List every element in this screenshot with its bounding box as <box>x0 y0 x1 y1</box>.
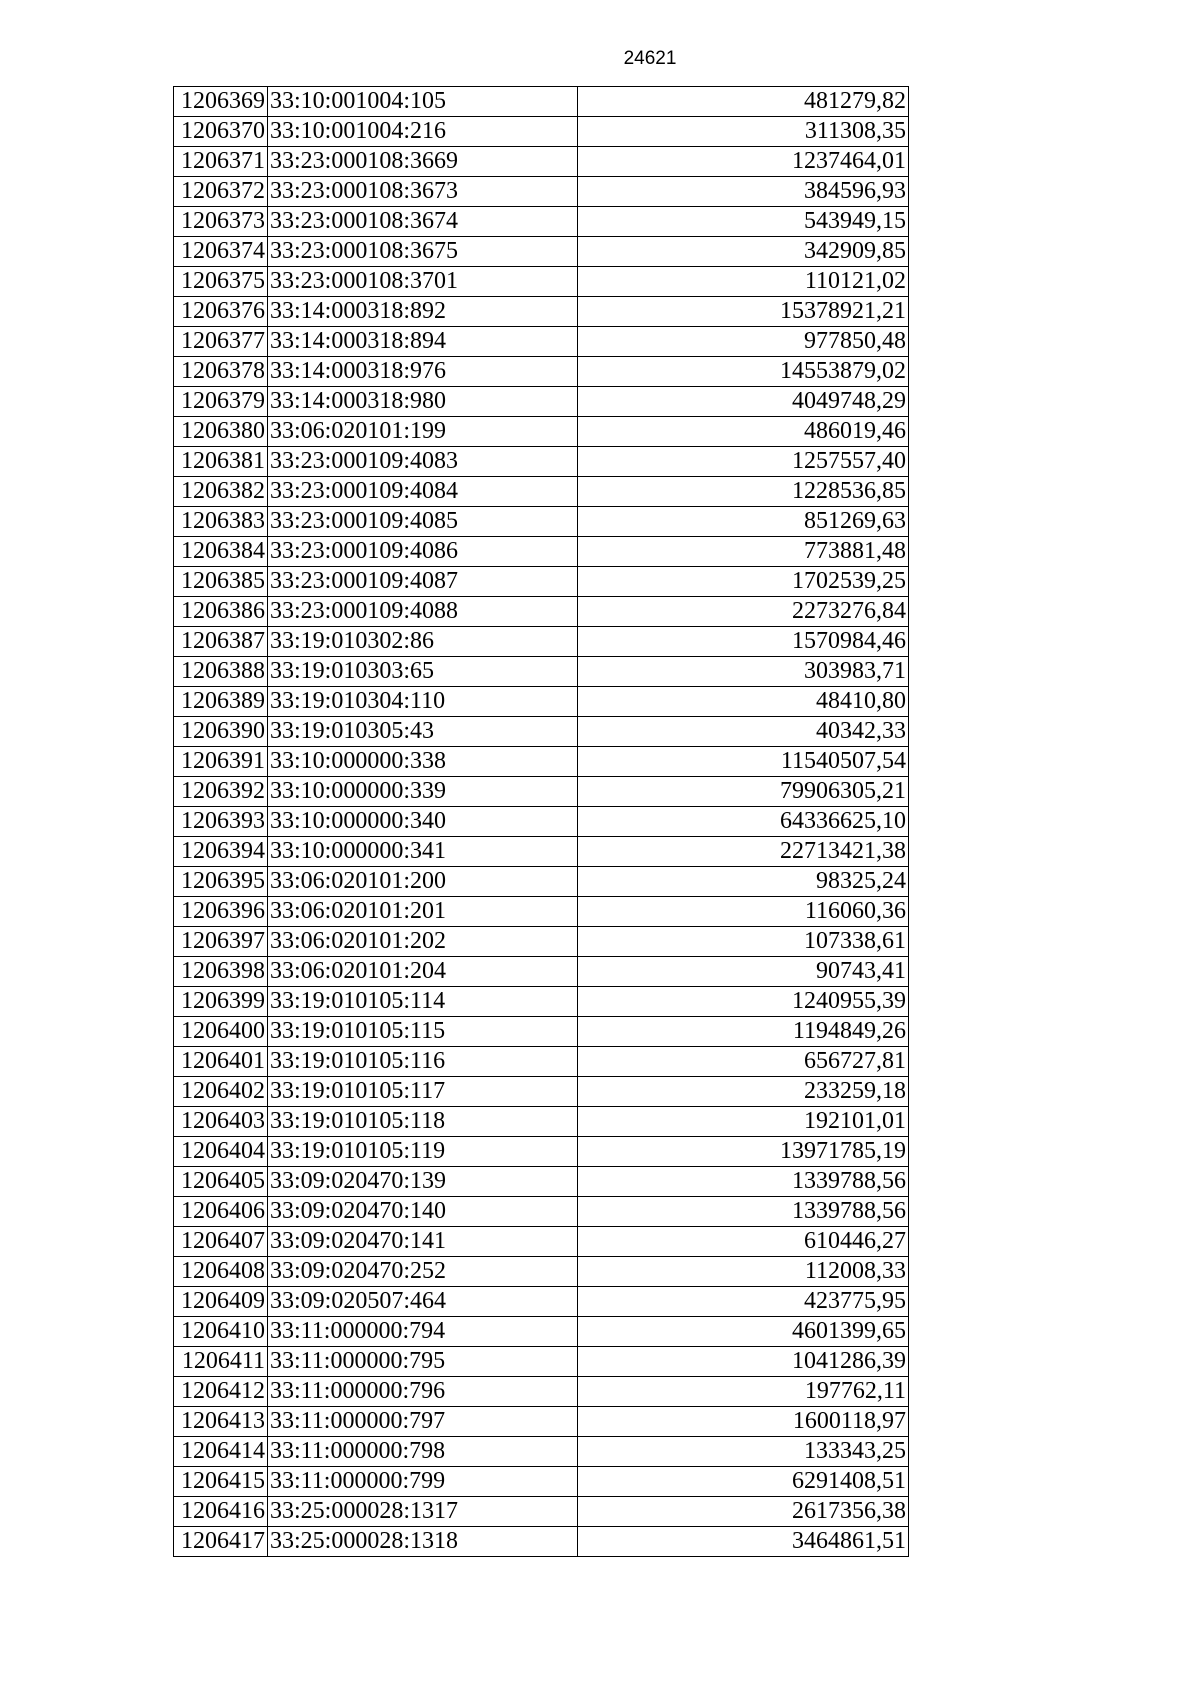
cadastral-number-cell: 33:19:010304:110 <box>268 687 578 717</box>
table-row <box>174 357 909 387</box>
cadastral-value-cell: 4049748,29 <box>578 387 909 417</box>
row-number-cell: 1206415 <box>174 1467 268 1497</box>
cadastral-number-cell: 33:06:020101:200 <box>268 867 578 897</box>
row-number-cell: 1206397 <box>174 927 268 957</box>
table-row <box>174 117 909 147</box>
cadastral-number-cell: 33:09:020470:139 <box>268 1167 578 1197</box>
table-row <box>174 1497 909 1527</box>
cadastral-number-cell: 33:23:000109:4084 <box>268 477 578 507</box>
table-row <box>174 1407 909 1437</box>
table-row <box>174 477 909 507</box>
row-number-cell: 1206394 <box>174 837 268 867</box>
cadastral-number-cell: 33:19:010105:118 <box>268 1107 578 1137</box>
row-number-cell: 1206407 <box>174 1227 268 1257</box>
cadastral-value-cell: 423775,95 <box>578 1287 909 1317</box>
cadastral-number-cell: 33:10:000000:338 <box>268 747 578 777</box>
cadastral-number-cell: 33:10:000000:339 <box>268 777 578 807</box>
cadastral-number-cell: 33:23:000108:3701 <box>268 267 578 297</box>
table-row <box>174 1317 909 1347</box>
row-number-cell: 1206389 <box>174 687 268 717</box>
cadastral-number-cell: 33:19:010105:116 <box>268 1047 578 1077</box>
table-row <box>174 267 909 297</box>
row-number-cell: 1206371 <box>174 147 268 177</box>
cadastral-number-cell: 33:23:000109:4083 <box>268 447 578 477</box>
cadastral-value-table <box>173 86 909 1557</box>
cadastral-number-cell: 33:10:001004:216 <box>268 117 578 147</box>
row-number-cell: 1206413 <box>174 1407 268 1437</box>
cadastral-number-cell: 33:23:000108:3669 <box>268 147 578 177</box>
row-number-cell: 1206370 <box>174 117 268 147</box>
table-row <box>174 1077 909 1107</box>
cadastral-value-cell: 851269,63 <box>578 507 909 537</box>
cadastral-value-cell: 384596,93 <box>578 177 909 207</box>
row-number-cell: 1206390 <box>174 717 268 747</box>
cadastral-number-cell: 33:10:000000:341 <box>268 837 578 867</box>
cadastral-number-cell: 33:14:000318:894 <box>268 327 578 357</box>
row-number-cell: 1206391 <box>174 747 268 777</box>
row-number-cell: 1206386 <box>174 597 268 627</box>
table-row <box>174 207 909 237</box>
cadastral-value-cell: 133343,25 <box>578 1437 909 1467</box>
cadastral-number-cell: 33:11:000000:795 <box>268 1347 578 1377</box>
cadastral-value-cell: 48410,80 <box>578 687 909 717</box>
cadastral-number-cell: 33:06:020101:204 <box>268 957 578 987</box>
cadastral-number-cell: 33:10:000000:340 <box>268 807 578 837</box>
table-row <box>174 1137 909 1167</box>
row-number-cell: 1206392 <box>174 777 268 807</box>
row-number-cell: 1206401 <box>174 1047 268 1077</box>
table-row <box>174 177 909 207</box>
cadastral-number-cell: 33:19:010302:86 <box>268 627 578 657</box>
cadastral-number-cell: 33:11:000000:799 <box>268 1467 578 1497</box>
cadastral-value-cell: 2617356,38 <box>578 1497 909 1527</box>
table-row <box>174 837 909 867</box>
row-number-cell: 1206381 <box>174 447 268 477</box>
cadastral-number-cell: 33:25:000028:1318 <box>268 1527 578 1557</box>
cadastral-number-cell: 33:19:010105:115 <box>268 1017 578 1047</box>
row-number-cell: 1206409 <box>174 1287 268 1317</box>
cadastral-number-cell: 33:14:000318:980 <box>268 387 578 417</box>
cadastral-number-cell: 33:09:020470:141 <box>268 1227 578 1257</box>
cadastral-number-cell: 33:19:010305:43 <box>268 717 578 747</box>
cadastral-value-cell: 656727,81 <box>578 1047 909 1077</box>
row-number-cell: 1206417 <box>174 1527 268 1557</box>
row-number-cell: 1206373 <box>174 207 268 237</box>
cadastral-value-cell: 90743,41 <box>578 957 909 987</box>
table-row <box>174 537 909 567</box>
cadastral-number-cell: 33:11:000000:796 <box>268 1377 578 1407</box>
cadastral-value-cell: 1257557,40 <box>578 447 909 477</box>
cadastral-number-cell: 33:23:000109:4086 <box>268 537 578 567</box>
table-row <box>174 597 909 627</box>
cadastral-value-cell: 233259,18 <box>578 1077 909 1107</box>
row-number-cell: 1206408 <box>174 1257 268 1287</box>
row-number-cell: 1206405 <box>174 1167 268 1197</box>
row-number-cell: 1206403 <box>174 1107 268 1137</box>
table-row <box>174 387 909 417</box>
row-number-cell: 1206396 <box>174 897 268 927</box>
cadastral-number-cell: 33:14:000318:892 <box>268 297 578 327</box>
row-number-cell: 1206372 <box>174 177 268 207</box>
table-row <box>174 1197 909 1227</box>
cadastral-value-cell: 3464861,51 <box>578 1527 909 1557</box>
row-number-cell: 1206402 <box>174 1077 268 1107</box>
cadastral-value-cell: 977850,48 <box>578 327 909 357</box>
cadastral-number-cell: 33:23:000108:3674 <box>268 207 578 237</box>
table-row <box>174 777 909 807</box>
row-number-cell: 1206376 <box>174 297 268 327</box>
row-number-cell: 1206404 <box>174 1137 268 1167</box>
table-row <box>174 807 909 837</box>
cadastral-value-cell: 1570984,46 <box>578 627 909 657</box>
cadastral-value-cell: 773881,48 <box>578 537 909 567</box>
cadastral-number-cell: 33:14:000318:976 <box>268 357 578 387</box>
cadastral-number-cell: 33:09:020470:140 <box>268 1197 578 1227</box>
cadastral-number-cell: 33:19:010303:65 <box>268 657 578 687</box>
cadastral-value-cell: 610446,27 <box>578 1227 909 1257</box>
table-row <box>174 417 909 447</box>
cadastral-number-cell: 33:11:000000:797 <box>268 1407 578 1437</box>
cadastral-number-cell: 33:06:020101:202 <box>268 927 578 957</box>
table-row <box>174 657 909 687</box>
table-row <box>174 147 909 177</box>
row-number-cell: 1206406 <box>174 1197 268 1227</box>
row-number-cell: 1206412 <box>174 1377 268 1407</box>
table-row <box>174 1437 909 1467</box>
table-body <box>174 87 909 1557</box>
cadastral-value-cell: 14553879,02 <box>578 357 909 387</box>
table-row <box>174 747 909 777</box>
table-row <box>174 237 909 267</box>
cadastral-value-cell: 2273276,84 <box>578 597 909 627</box>
row-number-cell: 1206416 <box>174 1497 268 1527</box>
row-number-cell: 1206393 <box>174 807 268 837</box>
row-number-cell: 1206378 <box>174 357 268 387</box>
cadastral-value-cell: 11540507,54 <box>578 747 909 777</box>
cadastral-value-cell: 481279,82 <box>578 87 909 117</box>
cadastral-value-cell: 486019,46 <box>578 417 909 447</box>
cadastral-number-cell: 33:25:000028:1317 <box>268 1497 578 1527</box>
table-row <box>174 447 909 477</box>
cadastral-value-cell: 1194849,26 <box>578 1017 909 1047</box>
row-number-cell: 1206400 <box>174 1017 268 1047</box>
cadastral-value-cell: 342909,85 <box>578 237 909 267</box>
cadastral-value-cell: 15378921,21 <box>578 297 909 327</box>
row-number-cell: 1206395 <box>174 867 268 897</box>
row-number-cell: 1206414 <box>174 1437 268 1467</box>
row-number-cell: 1206369 <box>174 87 268 117</box>
table-row <box>174 1227 909 1257</box>
row-number-cell: 1206382 <box>174 477 268 507</box>
cadastral-value-cell: 197762,11 <box>578 1377 909 1407</box>
cadastral-value-cell: 112008,33 <box>578 1257 909 1287</box>
cadastral-value-cell: 107338,61 <box>578 927 909 957</box>
cadastral-number-cell: 33:23:000109:4085 <box>268 507 578 537</box>
cadastral-value-cell: 543949,15 <box>578 207 909 237</box>
table-row <box>174 1167 909 1197</box>
table-row <box>174 1347 909 1377</box>
cadastral-number-cell: 33:10:001004:105 <box>268 87 578 117</box>
cadastral-value-cell: 6291408,51 <box>578 1467 909 1497</box>
cadastral-number-cell: 33:23:000109:4088 <box>268 597 578 627</box>
cadastral-number-cell: 33:19:010105:117 <box>268 1077 578 1107</box>
cadastral-value-cell: 116060,36 <box>578 897 909 927</box>
table-row <box>174 507 909 537</box>
table-row <box>174 1467 909 1497</box>
cadastral-number-cell: 33:09:020470:252 <box>268 1257 578 1287</box>
cadastral-number-cell: 33:06:020101:199 <box>268 417 578 447</box>
table-row <box>174 87 909 117</box>
cadastral-value-cell: 1600118,97 <box>578 1407 909 1437</box>
row-number-cell: 1206374 <box>174 237 268 267</box>
row-number-cell: 1206398 <box>174 957 268 987</box>
cadastral-value-cell: 1702539,25 <box>578 567 909 597</box>
cadastral-value-cell: 64336625,10 <box>578 807 909 837</box>
cadastral-number-cell: 33:09:020507:464 <box>268 1287 578 1317</box>
row-number-cell: 1206383 <box>174 507 268 537</box>
cadastral-value-cell: 79906305,21 <box>578 777 909 807</box>
cadastral-number-cell: 33:23:000108:3675 <box>268 237 578 267</box>
row-number-cell: 1206411 <box>174 1347 268 1377</box>
cadastral-value-cell: 13971785,19 <box>578 1137 909 1167</box>
table-row <box>174 1377 909 1407</box>
cadastral-value-cell: 1339788,56 <box>578 1197 909 1227</box>
cadastral-number-cell: 33:19:010105:114 <box>268 987 578 1017</box>
cadastral-number-cell: 33:23:000108:3673 <box>268 177 578 207</box>
row-number-cell: 1206385 <box>174 567 268 597</box>
cadastral-value-cell: 1240955,39 <box>578 987 909 1017</box>
table-row <box>174 327 909 357</box>
table-row <box>174 717 909 747</box>
table-row <box>174 1047 909 1077</box>
table-row <box>174 1287 909 1317</box>
page-number: 24621 <box>623 48 677 69</box>
table-row <box>174 687 909 717</box>
cadastral-value-cell: 98325,24 <box>578 867 909 897</box>
cadastral-value-cell: 303983,71 <box>578 657 909 687</box>
cadastral-number-cell: 33:11:000000:794 <box>268 1317 578 1347</box>
table-row <box>174 927 909 957</box>
cadastral-number-cell: 33:11:000000:798 <box>268 1437 578 1467</box>
cadastral-value-cell: 1237464,01 <box>578 147 909 177</box>
cadastral-number-cell: 33:19:010105:119 <box>268 1137 578 1167</box>
table-row <box>174 1107 909 1137</box>
row-number-cell: 1206387 <box>174 627 268 657</box>
cadastral-number-cell: 33:06:020101:201 <box>268 897 578 927</box>
cadastral-value-cell: 4601399,65 <box>578 1317 909 1347</box>
row-number-cell: 1206410 <box>174 1317 268 1347</box>
row-number-cell: 1206399 <box>174 987 268 1017</box>
row-number-cell: 1206384 <box>174 537 268 567</box>
table-row <box>174 627 909 657</box>
table-row <box>174 1017 909 1047</box>
table-row <box>174 567 909 597</box>
cadastral-value-cell: 1228536,85 <box>578 477 909 507</box>
row-number-cell: 1206375 <box>174 267 268 297</box>
cadastral-value-cell: 40342,33 <box>578 717 909 747</box>
table-row <box>174 897 909 927</box>
row-number-cell: 1206388 <box>174 657 268 687</box>
table-row <box>174 957 909 987</box>
cadastral-value-cell: 192101,01 <box>578 1107 909 1137</box>
table-row <box>174 1527 909 1557</box>
cadastral-number-cell: 33:23:000109:4087 <box>268 567 578 597</box>
row-number-cell: 1206380 <box>174 417 268 447</box>
cadastral-value-cell: 22713421,38 <box>578 837 909 867</box>
row-number-cell: 1206377 <box>174 327 268 357</box>
row-number-cell: 1206379 <box>174 387 268 417</box>
table-row <box>174 867 909 897</box>
cadastral-value-cell: 311308,35 <box>578 117 909 147</box>
table-row <box>174 297 909 327</box>
table-row <box>174 1257 909 1287</box>
cadastral-value-cell: 1339788,56 <box>578 1167 909 1197</box>
cadastral-value-cell: 110121,02 <box>578 267 909 297</box>
table-row <box>174 987 909 1017</box>
cadastral-value-cell: 1041286,39 <box>578 1347 909 1377</box>
